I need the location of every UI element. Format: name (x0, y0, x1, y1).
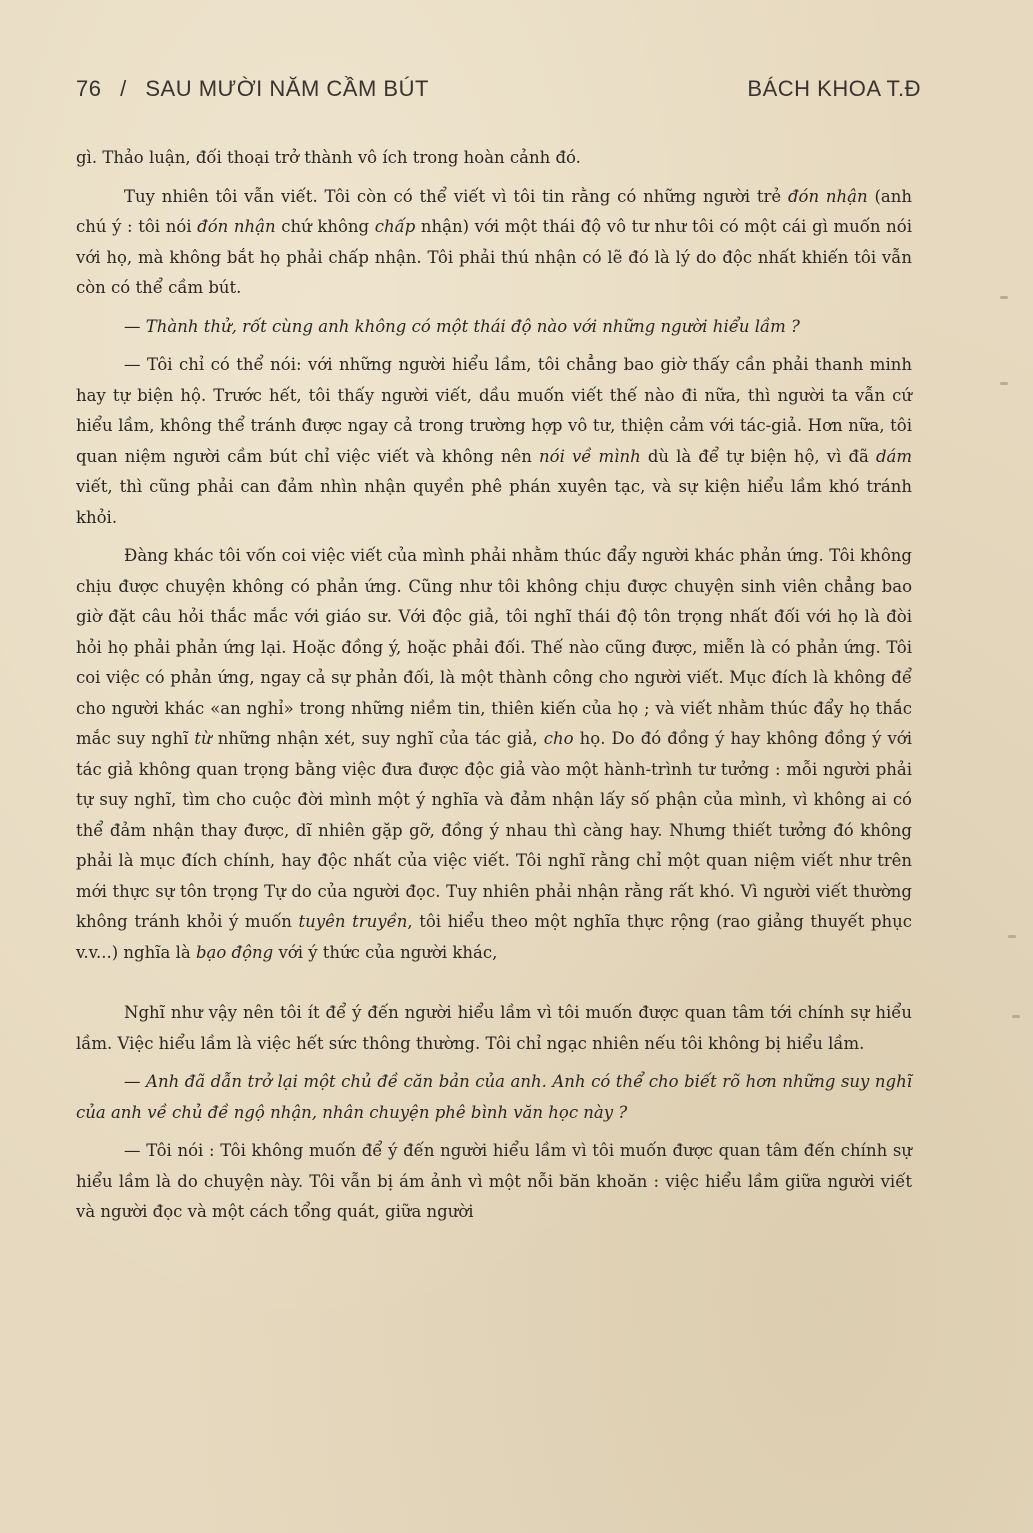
question-text: — Thành thử, rốt cùng anh không có một thái độ nào với những người hiểu lầm ? (124, 316, 800, 336)
running-author: BÁCH KHOA T.Đ (747, 76, 921, 101)
emphasis-run: cho (543, 729, 574, 748)
margin-speck (1008, 935, 1016, 938)
emphasis-run: bạo động (195, 942, 274, 962)
margin-speck (1000, 382, 1008, 385)
paragraph-answer-5: — Tôi nói : Tôi không muốn để ý đến người hiểu lầm vì tôi muốn được quan tâm đến chính sự hiểu lầm là do chuyện này. Tôi vẫn bị ám ảnh vì một nỗi băn khoăn : việc hiểu lầm giữa người viết và người đọc và một cách tổng quát, giữa người (76, 1141, 912, 1221)
text-run: dù là để tự biện hộ, vì đã (640, 446, 876, 466)
text-run: nhận) với một thái độ vô tư như tôi có một cái gì muốn nói với họ, mà không bắt họ phải chấp nhận. Tôi phải thú nhận có lẽ đó là lý do độc nhất khiến tôi vẫn còn có thể cầm bút. (76, 217, 912, 297)
page-header (76, 76, 921, 110)
page-body (76, 143, 912, 1228)
question-text: — Anh đã dẫn trở lại một chủ đề căn bản của anh. Anh có thể cho biết rõ hơn những suy nghĩ của anh về chủ đề ngộ nhận, nhân chuyện phê bình văn học này ? (76, 1072, 912, 1122)
paragraph-answer-4: Nghĩ như vậy nên tôi ít để ý đến người hiểu lầm vì tôi muốn được quan tâm tới chính sự hiểu lầm. Việc hiểu lầm là việc hết sức thông thường. Tôi chỉ ngạc nhiên nếu tôi không bị hiểu lầm. (76, 1003, 912, 1053)
text-run: họ. Do đó đồng ý hay không đồng ý với tác giả không quan trọng bằng việc đưa được độc giả vào một hành-trình tư tưởng : mỗi người phải tự suy nghĩ, tìm cho cuộc đời mình một ý nghĩa và đảm nhận lấy số phận của mình, vì không ai có thể đảm nhận thay được, dĩ nhiên gặp gỡ, đồng ý nhau thì càng hay. Nhưng thiết tưởng đó không phải là mục đích chính, hay độc nhất của việc viết. Tôi nghĩ rằng chỉ một quan niệm viết như trên mới thực sự tôn trọng Tự do của người đọc. Tuy nhiên phải nhận rằng rất khó. Vì người viết thường không tránh khỏi ý muốn (76, 729, 913, 931)
paragraph-question-2 (76, 1067, 912, 1128)
emphasis-run: dám (875, 446, 913, 466)
text-run: Đàng khác tôi vốn coi việc viết của mình phải nhằm thúc đẩy người khác phản ứng. Tôi không chịu được chuyện không có phản ứng. Cũng như tôi không chịu được chuyện sinh viên chẳng bao giờ đặt câu hỏi thắc mắc với giáo sư. Với độc giả, tôi nghĩ thái độ tôn trọng nhất đối với họ là đòi hỏi họ phải phản ứng lại. Hoặc đồng ý, hoặc phải đối. Thế nào cũng được, miễn là có phản ứng. Tôi coi việc có phản ứng, ngay cả sự phản đối, là một thành công cho người viết. Mục đích là không để cho người khác «an nghỉ» trong những niềm tin, thiên kiến của họ ; và viết nhằm thúc đẩy họ thắc mắc suy nghĩ (76, 546, 912, 748)
emphasis-run: chấp (374, 217, 416, 236)
text-run: (anh chú ý : tôi nói (76, 186, 912, 236)
paragraph-continuation: gì. Thảo luận, đối thoại trở thành vô ích trong hoàn cảnh đó. (76, 148, 581, 167)
text-run: — Tôi chỉ có thể nói: với những người hiểu lầm, tôi chẳng bao giờ thấy cần phải thanh minh hay tự biện hộ. Trước hết, tôi thấy người viết, dầu muốn viết thế nào đi nữa, thì người ta vẫn cứ hiểu lầm, không thể tránh được ngay cả trong trường hợp vô tư, thiện cảm với tác-giả. Hơn nữa, tôi quan niệm người cầm bút chỉ việc viết và không nên (76, 355, 912, 466)
header-separator: / (120, 76, 127, 101)
text-run: , tôi hiểu theo một nghĩa thực rộng (rao giảng thuyết phục v.v...) nghĩa là (76, 912, 913, 962)
paragraph-answer-2 (76, 350, 912, 533)
text-run: Tuy nhiên tôi vẫn viết. Tôi còn có thể viết vì tôi tin rằng có những người trẻ (124, 186, 788, 206)
emphasis-run: nói về mình (539, 446, 641, 466)
margin-speck (1000, 296, 1008, 299)
text-run: với ý thức của người khác, (273, 942, 498, 962)
running-title: SAU MƯỜI NĂM CẦM BÚT (145, 76, 429, 101)
emphasis-run: đón nhận (787, 186, 868, 206)
text-run: viết, thì cũng phải can đảm nhìn nhận quyền phê phán xuyên tạc, và sự kiện hiểu lầm khó tránh khỏi. (76, 477, 912, 527)
page-number: 76 (76, 76, 102, 101)
emphasis-run: tuyên truyền (298, 912, 408, 931)
emphasis-run: từ (194, 729, 212, 748)
paragraph-answer-1 (76, 182, 912, 304)
emphasis-run: đón nhận (197, 217, 276, 236)
paragraph-answer-3 (76, 541, 912, 968)
header-left (76, 76, 429, 102)
paragraph-question-1 (76, 312, 912, 343)
text-run: chứ không (275, 217, 375, 236)
margin-speck (1012, 1015, 1020, 1018)
text-run: những nhận xét, suy nghĩ của tác giả, (211, 729, 544, 748)
